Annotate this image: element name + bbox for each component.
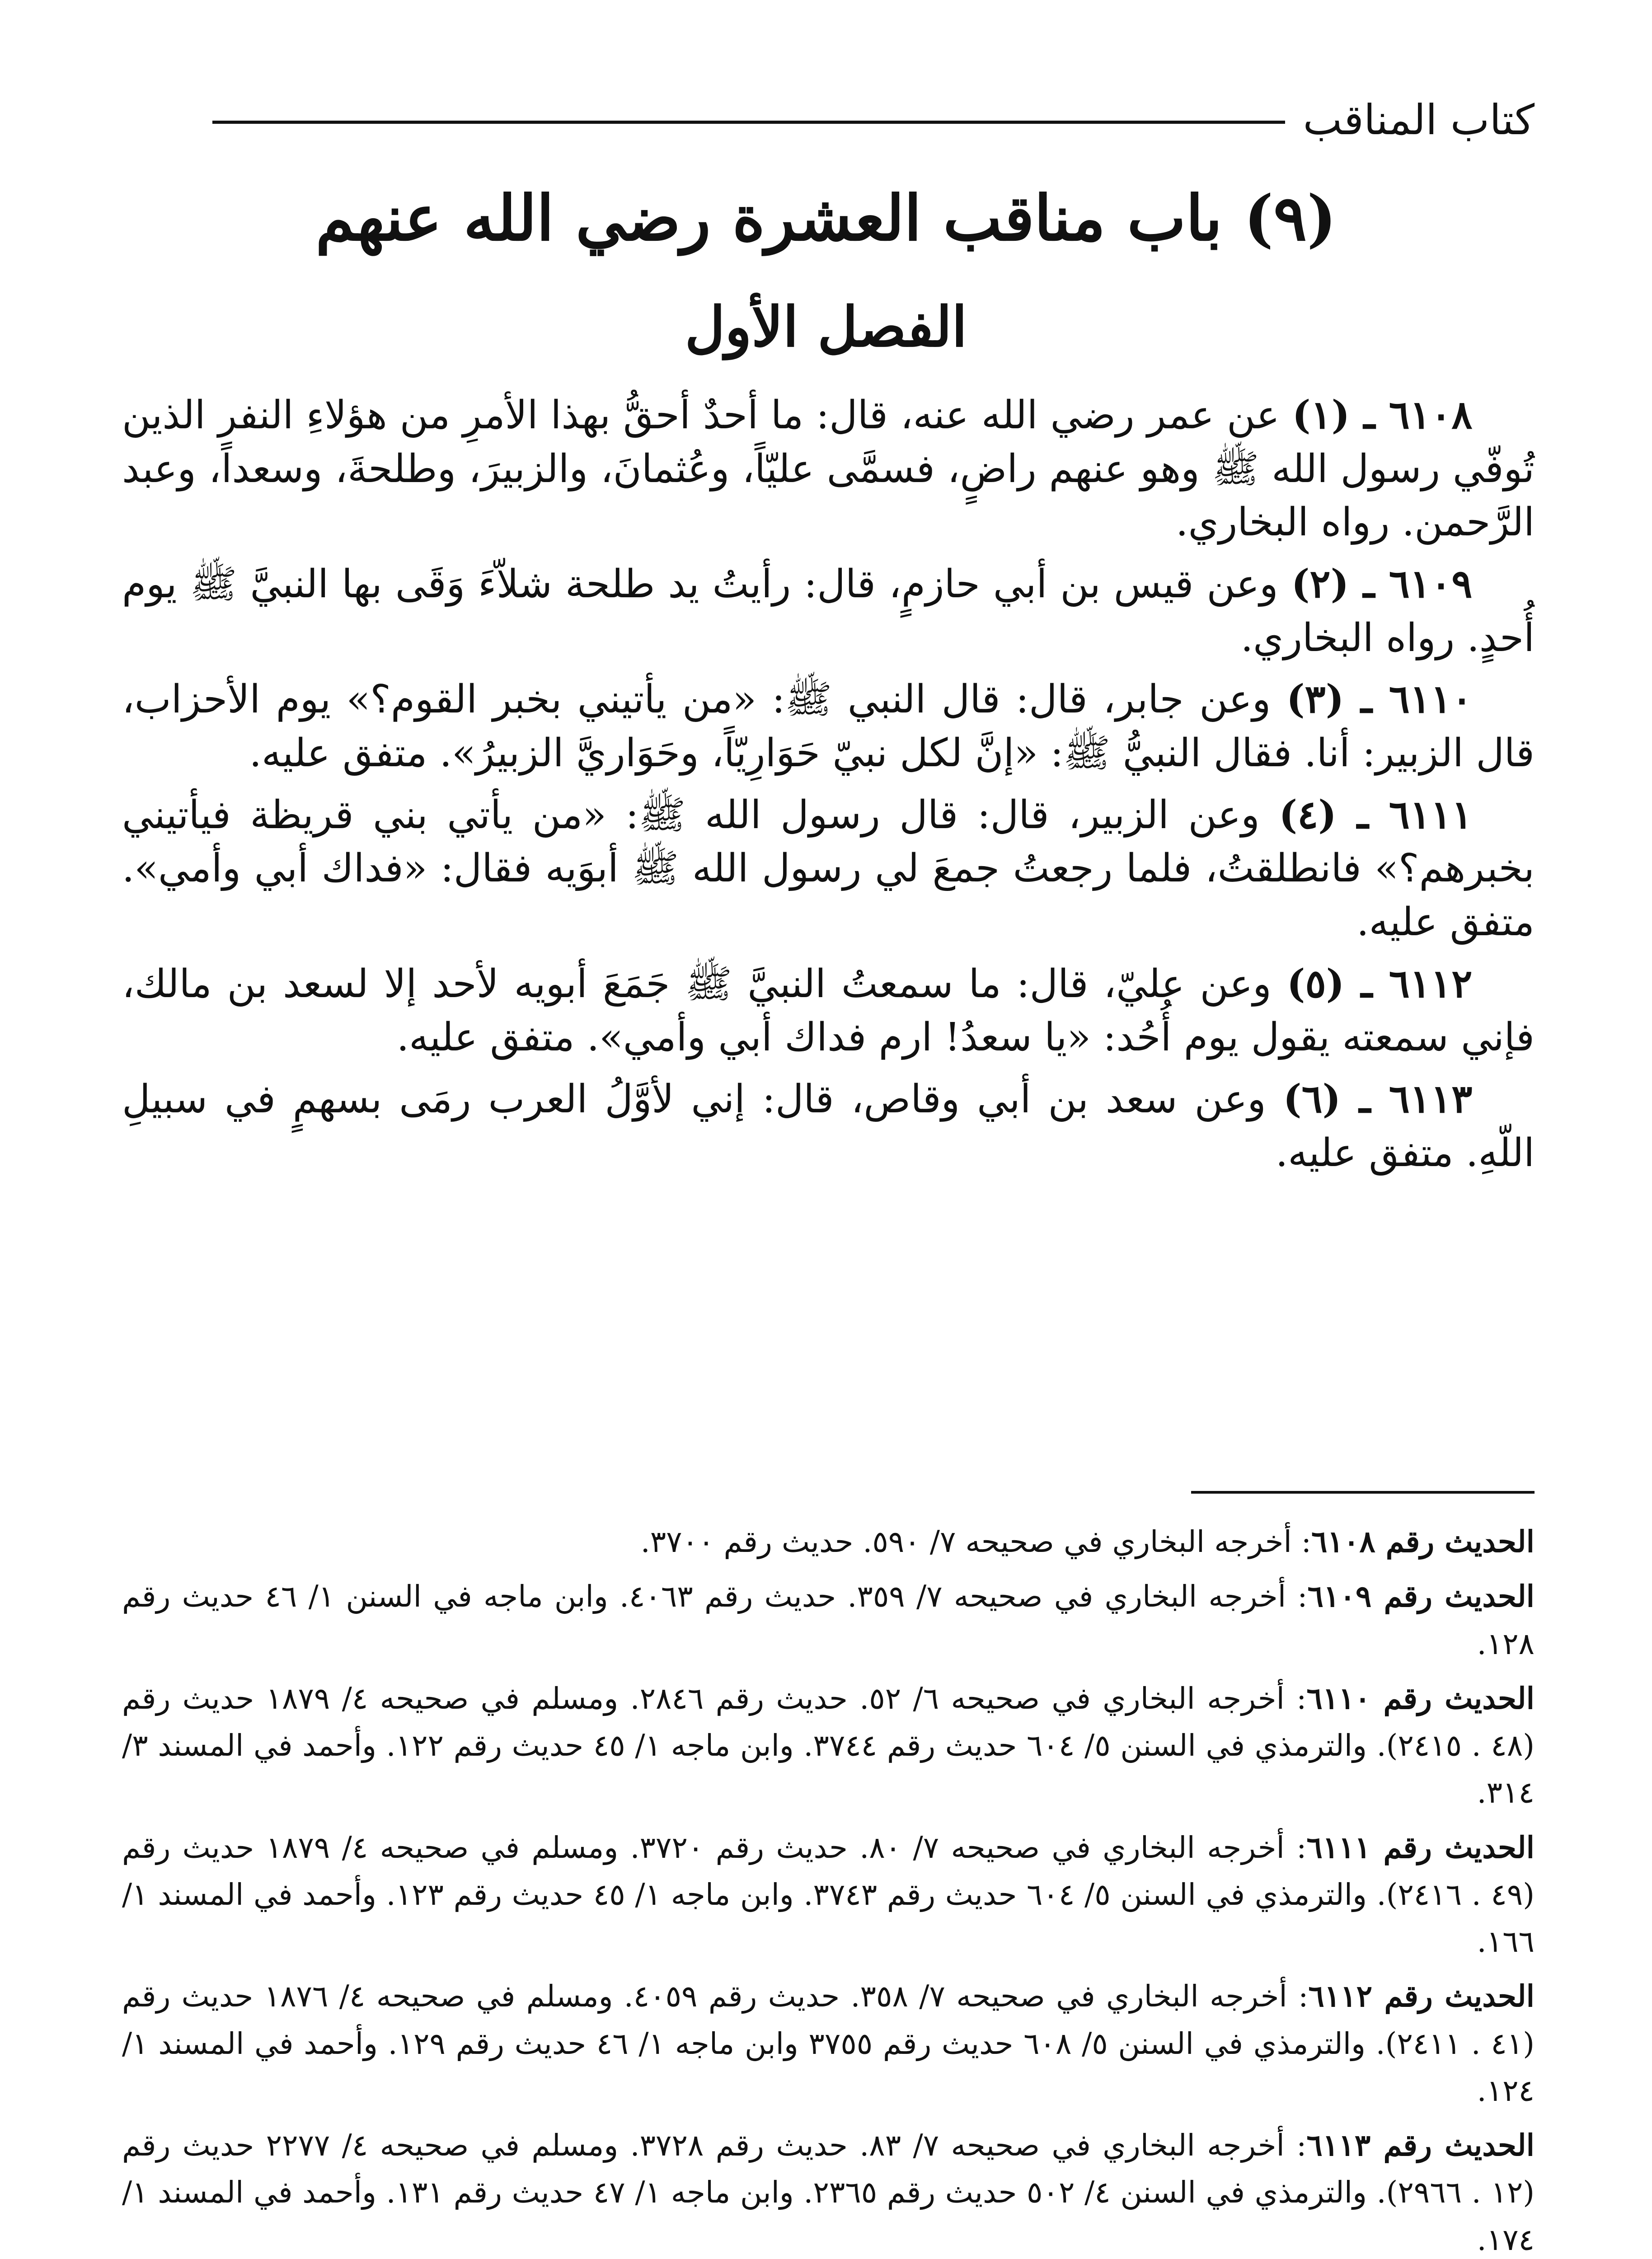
footnote-text: : أخرجه البخاري في صحيحه ٧/ ٨٣. حديث رقم ٣٧٢٨. ومسلم في صحيحه ٤/ ٢٢٧٧ حديث رقم (١٢ . ٢٩٦٦). والترمذي في السنن ٤/ ٥٠٢ حديث رقم ٢٣٦٥. وابن ماجه ١/ ٤٧ حديث رقم ١٣١. وأحمد في المسند ١/ ١٧٤. (122, 2128, 1535, 2257)
hadith-paragraph (122, 673, 1535, 780)
hadith-number: ٦١١٣ ـ (٦) (1283, 1076, 1473, 1122)
hadith-text: وعن سعد بن أبي وقاص، قال: إني لأوَّلُ العرب رمَى بسهمٍ في سبيلِ اللّهِ. متفق عليه. (122, 1077, 1535, 1176)
footnote-label: الحديث رقم ٦١٠٨ (1311, 1524, 1535, 1559)
footnote-text: : أخرجه البخاري في صحيحه ٧/ ٣٥٨. حديث رقم ٤٠٥٩. ومسلم في صحيحه ٤/ ١٨٧٦ حديث رقم (٤١ . ٢٤١١). والترمذي في السنن ٥/ ٦٠٨ حديث رقم ٣٧٥٥ وابن ماجه ١/ ٤٦ حديث رقم ١٢٩. وأحمد في المسند ١/ ١٢٤. (122, 1979, 1535, 2108)
footnote (122, 1824, 1535, 1966)
hadith-number: ٦١٠٩ ـ (٢) (1291, 561, 1473, 607)
hadith-text: وعن قيس بن أبي حازمٍ، قال: رأيتُ يد طلحة شلاّءَ وَقَى بها النبيَّ ﷺ يوم أُحدٍ. رواه البخاري. (122, 562, 1535, 661)
footnote (122, 2122, 1535, 2259)
footnote (122, 1973, 1535, 2114)
hadith-paragraph (122, 1073, 1535, 1180)
hadith-paragraph (122, 558, 1535, 665)
footnote (122, 1518, 1535, 1565)
footnote-text: : أخرجه البخاري في صحيحه ٧/ ٥٩٠. حديث رقم ٣٧٠٠. (640, 1524, 1312, 1559)
hadith-text: وعن عليّ، قال: ما سمعتُ النبيَّ ﷺ جَمَعَ أبويه لأحد إلا لسعد بن مالك، فإني سمعته يقول يوم أُحُد: «يا سعدُ! ارم فداك أبي وأمي». متفق عليه. (122, 961, 1535, 1060)
hadith-number: ٦١١١ ـ (٤) (1279, 792, 1473, 838)
hadith-number: ٦١١٢ ـ (٥) (1286, 961, 1473, 1007)
footnote-label: الحديث رقم ٦١٠٩ (1307, 1579, 1535, 1614)
hadith-number: ٦١٠٨ ـ (١) (1292, 392, 1473, 438)
footnote (122, 1675, 1535, 1817)
hadith-number: ٦١١٠ ـ (٣) (1286, 676, 1473, 722)
footnote-text: : أخرجه البخاري في صحيحه ٧/ ٨٠. حديث رقم ٣٧٢٠. ومسلم في صحيحه ٤/ ١٨٧٩ حديث رقم (٤٩ . ٢٤١٦). والترمذي في السنن ٥/ ٦٠٤ حديث رقم ٣٧٤٣. وابن ماجه ١/ ٤٥ حديث رقم ١٢٣. وأحمد في المسند ١/ ١٦٦. (122, 1830, 1535, 1959)
running-header-title: كتاب المناقب (1303, 95, 1535, 144)
running-header (212, 95, 1535, 145)
footnote-label: الحديث رقم ٦١١٣ (1306, 2128, 1535, 2163)
footnote (122, 1573, 1535, 1668)
hadith-text: وعن الزبير، قال: قال رسول الله ﷺ: «من يأتي بني قريظة فيأتيني بخبرهم؟» فانطلقتُ، فلما رجعتُ جمعَ لي رسول الله ﷺ أبوَيه فقال: «فداك أبي وأمي». متفق عليه. (122, 792, 1535, 945)
footnote-text: : أخرجه البخاري في صحيحه ٦/ ٥٢. حديث رقم ٢٨٤٦. ومسلم في صحيحه ٤/ ١٨٧٩ حديث رقم (٤٨ . ٢٤١٥). والترمذي في السنن ٥/ ٦٠٤ حديث رقم ٣٧٤٤. وابن ماجه ١/ ٤٥ حديث رقم ١٢٢. وأحمد في المسند ٣/ ٣١٤. (122, 1681, 1535, 1810)
footnote-text: : أخرجه البخاري في صحيحه ٧/ ٣٥٩. حديث رقم ٤٠٦٣. وابن ماجه في السنن ١/ ٤٦ حديث رقم ١٢٨. (122, 1579, 1535, 1661)
hadith-paragraph (122, 389, 1535, 549)
chapter-title: (٩) باب مناقب العشرة رضي الله عنهم (315, 181, 1337, 255)
footnote-divider (1191, 1491, 1535, 1494)
footnote-label: الحديث رقم ٦١١٢ (1308, 1978, 1535, 2014)
hadith-list (122, 389, 1535, 1188)
footnote-label: الحديث رقم ٦١١٠ (1306, 1680, 1535, 1716)
hadith-paragraph (122, 788, 1535, 949)
footnote-list (122, 1518, 1535, 2259)
hadith-text: عن عمر رضي الله عنه، قال: ما أحدٌ أحقُّ بهذا الأمرِ من هؤلاءِ النفر الذين تُوفّي رسول الله ﷺ وهو عنهم راضٍ، فسمَّى عليّاً، وعُثمانَ، والزبيرَ، وطلحةَ، وسعداً، وعبد الرَّحمن. رواه البخاري. (122, 393, 1535, 545)
section-title: الفصل الأول (685, 294, 967, 359)
hadith-paragraph (122, 957, 1535, 1064)
hadith-text: وعن جابر، قال: قال النبي ﷺ: «من يأتيني بخبر القوم؟» يوم الأحزاب، قال الزبير: أنا. فقال النبيُّ ﷺ: «إنَّ لكل نبيّ حَوَارِيّاً، وحَوَاريَّ الزبيرُ». متفق عليه. (122, 677, 1535, 776)
header-rule (212, 121, 1285, 124)
footnote-label: الحديث رقم ٦١١١ (1306, 1829, 1535, 1865)
